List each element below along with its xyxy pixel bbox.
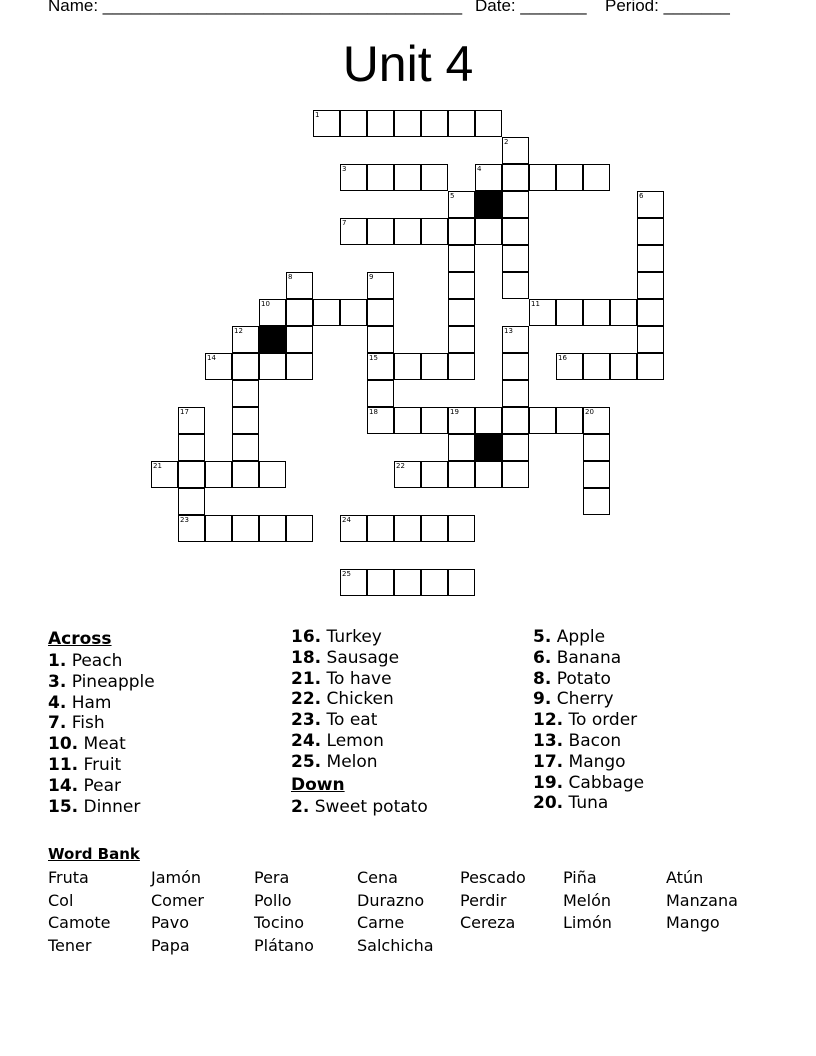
crossword-cell[interactable] — [178, 515, 205, 542]
crossword-cell[interactable] — [556, 164, 583, 191]
crossword-cell[interactable] — [178, 488, 205, 515]
clue-number: 8 — [288, 273, 293, 281]
crossword-cell[interactable] — [502, 407, 529, 434]
clue-number-label: 7. — [48, 713, 67, 734]
clue-number: 18 — [369, 408, 378, 416]
clue-number: 11 — [531, 300, 540, 308]
crossword-cell[interactable] — [637, 326, 664, 353]
crossword-cell[interactable] — [583, 488, 610, 515]
crossword-cell[interactable] — [421, 353, 448, 380]
clue-item — [533, 793, 644, 814]
clue-number: 9 — [369, 273, 374, 281]
crossword-cell[interactable] — [448, 407, 475, 434]
crossword-cell[interactable] — [502, 218, 529, 245]
crossword-cell[interactable] — [448, 245, 475, 272]
crossword-cell[interactable] — [313, 299, 340, 326]
crossword-cell[interactable] — [421, 110, 448, 137]
clue-text: Chicken — [321, 689, 394, 710]
crossword-cell[interactable] — [475, 164, 502, 191]
crossword-cell[interactable] — [583, 299, 610, 326]
crossword-cell[interactable] — [205, 353, 232, 380]
clue-item — [291, 797, 428, 818]
crossword-cell[interactable] — [259, 299, 286, 326]
black-square — [259, 326, 286, 353]
clue-number-label: 9. — [533, 689, 552, 710]
word-bank-word: Tener — [48, 936, 92, 955]
crossword-cell[interactable] — [583, 461, 610, 488]
clue-text: Dinner — [78, 796, 141, 817]
crossword-cell[interactable] — [367, 110, 394, 137]
clue-text: To have — [321, 668, 392, 689]
clue-item — [48, 693, 155, 714]
crossword-cell[interactable] — [367, 569, 394, 596]
black-square — [475, 434, 502, 461]
word-bank-word: Pavo — [151, 913, 189, 932]
crossword-cell[interactable] — [502, 434, 529, 461]
word-bank-word: Pescado — [460, 868, 526, 887]
clue-number-label: 22. — [291, 689, 322, 710]
crossword-cell[interactable] — [259, 353, 286, 380]
crossword-cell[interactable] — [529, 407, 556, 434]
clue-text: Potato — [551, 668, 611, 689]
clue-number-label: 17. — [533, 751, 564, 772]
word-bank-word: Manzana — [666, 891, 738, 910]
clue-number-label: 25. — [291, 751, 322, 772]
crossword-cell[interactable] — [475, 218, 502, 245]
clue-column-2 — [291, 627, 428, 817]
crossword-cell[interactable] — [367, 326, 394, 353]
crossword-cell[interactable] — [367, 218, 394, 245]
clue-item — [533, 710, 644, 731]
crossword-cell[interactable] — [259, 515, 286, 542]
clue-number: 14 — [207, 354, 216, 362]
clue-item — [533, 627, 644, 648]
word-bank-word: Fruta — [48, 868, 89, 887]
clue-number-label: 18. — [291, 647, 322, 668]
clue-item — [533, 731, 644, 752]
crossword-cell[interactable] — [178, 434, 205, 461]
clue-text: Cherry — [551, 689, 614, 710]
crossword-cell[interactable] — [394, 407, 421, 434]
word-bank-word: Cena — [357, 868, 398, 887]
clue-number: 15 — [369, 354, 378, 362]
crossword-cell[interactable] — [502, 380, 529, 407]
crossword-cell[interactable] — [286, 353, 313, 380]
crossword-cell[interactable] — [637, 299, 664, 326]
across-heading: Across — [48, 629, 112, 649]
word-bank-word: Atún — [666, 868, 704, 887]
crossword-cell[interactable] — [232, 515, 259, 542]
clue-item — [533, 773, 644, 794]
clue-number-label: 20. — [533, 793, 564, 814]
crossword-cell[interactable] — [502, 245, 529, 272]
crossword-cell[interactable] — [502, 326, 529, 353]
crossword-cell[interactable] — [232, 407, 259, 434]
crossword-cell[interactable] — [340, 569, 367, 596]
clue-number-label: 23. — [291, 710, 322, 731]
clue-item — [48, 713, 155, 734]
clue-number-label: 6. — [533, 647, 552, 668]
crossword-cell[interactable] — [421, 569, 448, 596]
clue-item — [291, 669, 428, 690]
crossword-cell[interactable] — [394, 515, 421, 542]
clue-column-1 — [48, 627, 155, 817]
crossword-cell[interactable] — [475, 407, 502, 434]
clue-text: To eat — [321, 710, 378, 731]
crossword-cell[interactable] — [421, 407, 448, 434]
crossword-cell[interactable] — [448, 110, 475, 137]
crossword-cell[interactable] — [556, 299, 583, 326]
clue-number-label: 2. — [291, 796, 310, 817]
crossword-cell[interactable] — [178, 461, 205, 488]
crossword-cell[interactable] — [232, 434, 259, 461]
crossword-cell[interactable] — [637, 191, 664, 218]
clue-text: Sausage — [321, 647, 400, 668]
clue-text: Fish — [66, 713, 105, 734]
clue-number: 12 — [234, 327, 243, 335]
word-bank-word: Papa — [151, 936, 190, 955]
student-info-header — [48, 0, 768, 20]
crossword-cell[interactable] — [529, 299, 556, 326]
clue-item — [48, 797, 155, 818]
clue-number-label: 3. — [48, 671, 67, 692]
crossword-cell[interactable] — [502, 272, 529, 299]
clue-number: 20 — [585, 408, 594, 416]
crossword-cell[interactable] — [367, 515, 394, 542]
crossword-cell[interactable] — [637, 272, 664, 299]
crossword-cell[interactable] — [367, 299, 394, 326]
crossword-cell[interactable] — [367, 407, 394, 434]
crossword-cell[interactable] — [421, 164, 448, 191]
clue-number: 16 — [558, 354, 567, 362]
crossword-cell[interactable] — [448, 218, 475, 245]
clue-text: Tuna — [563, 793, 609, 814]
crossword-cell[interactable] — [340, 110, 367, 137]
crossword-cell[interactable] — [340, 218, 367, 245]
crossword-cell[interactable] — [394, 218, 421, 245]
crossword-cell[interactable] — [394, 353, 421, 380]
crossword-cell[interactable] — [232, 461, 259, 488]
crossword-cell[interactable] — [448, 353, 475, 380]
word-bank-title: Word Bank — [48, 845, 140, 863]
crossword-cell[interactable] — [556, 407, 583, 434]
crossword-cell[interactable] — [394, 461, 421, 488]
clue-number: 21 — [153, 462, 162, 470]
clue-number: 3 — [342, 165, 347, 173]
clue-text: Fruit — [78, 754, 122, 775]
clue-item — [533, 669, 644, 690]
clue-item — [48, 755, 155, 776]
crossword-cell[interactable] — [475, 461, 502, 488]
clue-text: Turkey — [321, 627, 382, 647]
clue-number-label: 14. — [48, 775, 79, 796]
clue-column-3 — [533, 627, 644, 814]
clue-number-label: 16. — [291, 627, 322, 647]
word-bank-word: Cereza — [460, 913, 516, 932]
period-field[interactable]: Period: _______ — [605, 0, 730, 15]
word-bank-word: Col — [48, 891, 74, 910]
crossword-cell[interactable] — [475, 110, 502, 137]
crossword-cell[interactable] — [637, 218, 664, 245]
clue-number: 19 — [450, 408, 459, 416]
word-bank-word: Plátano — [254, 936, 314, 955]
clue-text: Pineapple — [66, 671, 155, 692]
clue-text: Apple — [551, 627, 606, 647]
crossword-cell[interactable] — [286, 272, 313, 299]
clue-item — [48, 651, 155, 672]
word-bank-word: Camote — [48, 913, 111, 932]
crossword-cell[interactable] — [637, 353, 664, 380]
crossword-cell[interactable] — [367, 164, 394, 191]
crossword-cell[interactable] — [448, 515, 475, 542]
clue-text: Melon — [321, 751, 378, 772]
clue-number-label: 10. — [48, 734, 79, 755]
clue-number-label: 24. — [291, 730, 322, 751]
word-bank-word: Pollo — [254, 891, 292, 910]
clue-number-label: 11. — [48, 754, 79, 775]
crossword-cell[interactable] — [421, 461, 448, 488]
clue-number-label: 5. — [533, 627, 552, 647]
word-bank-word: Perdir — [460, 891, 507, 910]
crossword-cell[interactable] — [232, 380, 259, 407]
word-bank-word: Salchicha — [357, 936, 434, 955]
clue-item — [533, 648, 644, 669]
clue-number: 6 — [639, 192, 644, 200]
word-bank-word: Tocino — [254, 913, 305, 932]
page-title: Unit 4 — [342, 36, 474, 92]
date-field[interactable]: Date: _______ — [475, 0, 587, 15]
crossword-cell[interactable] — [286, 326, 313, 353]
clue-text: Peach — [66, 651, 123, 671]
crossword-cell[interactable] — [421, 515, 448, 542]
clue-number-label: 4. — [48, 692, 67, 713]
crossword-cell[interactable] — [448, 272, 475, 299]
crossword-cell[interactable] — [502, 461, 529, 488]
crossword-cell[interactable] — [232, 326, 259, 353]
crossword-cell[interactable] — [286, 299, 313, 326]
crossword-cell[interactable] — [367, 353, 394, 380]
crossword-cell[interactable] — [232, 353, 259, 380]
crossword-cell[interactable] — [340, 515, 367, 542]
crossword-cell[interactable] — [502, 191, 529, 218]
word-bank-word: Piña — [563, 868, 597, 887]
word-bank-word: Comer — [151, 891, 204, 910]
clue-number: 24 — [342, 516, 351, 524]
clue-item — [533, 689, 644, 710]
crossword-cell[interactable] — [637, 245, 664, 272]
clue-number-label: 8. — [533, 668, 552, 689]
clue-item — [291, 731, 428, 752]
word-bank-word: Carne — [357, 913, 405, 932]
clue-text: To order — [563, 710, 638, 731]
clue-text: Meat — [78, 734, 126, 755]
clue-number-label: 19. — [533, 772, 564, 793]
crossword-cell[interactable] — [259, 461, 286, 488]
crossword-cell[interactable] — [583, 434, 610, 461]
crossword-cell[interactable] — [394, 164, 421, 191]
crossword-cell[interactable] — [583, 164, 610, 191]
crossword-cell[interactable] — [421, 218, 448, 245]
clue-number-label: 13. — [533, 730, 564, 751]
clue-number: 7 — [342, 219, 347, 227]
clue-text: Pear — [78, 775, 122, 796]
word-bank-word: Mango — [666, 913, 720, 932]
crossword-cell[interactable] — [394, 110, 421, 137]
crossword-cell[interactable] — [610, 353, 637, 380]
clue-item — [48, 776, 155, 797]
black-square — [475, 191, 502, 218]
clue-item — [533, 752, 644, 773]
crossword-cell[interactable] — [367, 380, 394, 407]
clue-number-label: 12. — [533, 710, 564, 731]
clue-text: Cabbage — [563, 772, 645, 793]
clue-number: 13 — [504, 327, 513, 335]
clue-number: 1 — [315, 111, 320, 119]
clue-number-label: 21. — [291, 668, 322, 689]
crossword-cell[interactable] — [205, 515, 232, 542]
clue-item — [291, 710, 428, 731]
clue-item — [291, 752, 428, 773]
clue-item — [291, 689, 428, 710]
clue-item — [48, 734, 155, 755]
clue-item — [291, 627, 428, 648]
clue-text: Banana — [551, 647, 622, 668]
clue-item — [291, 648, 428, 669]
word-bank-word: Durazno — [357, 891, 425, 910]
clue-number-label: 1. — [48, 651, 67, 671]
clue-number: 5 — [450, 192, 455, 200]
clue-number: 23 — [180, 516, 189, 524]
clue-text: Ham — [66, 692, 112, 713]
clue-number-label: 15. — [48, 796, 79, 817]
crossword-cell[interactable] — [448, 191, 475, 218]
clue-text: Mango — [563, 751, 626, 772]
crossword-cell[interactable] — [502, 353, 529, 380]
crossword-cell[interactable] — [448, 569, 475, 596]
clue-number: 2 — [504, 138, 509, 146]
clue-text: Bacon — [563, 730, 622, 751]
word-bank-word: Pera — [254, 868, 290, 887]
clue-number: 4 — [477, 165, 482, 173]
clue-item — [48, 672, 155, 693]
crossword-cell[interactable] — [286, 515, 313, 542]
crossword-cell[interactable] — [205, 461, 232, 488]
clue-number: 22 — [396, 462, 405, 470]
word-bank-word: Melón — [563, 891, 612, 910]
crossword-cell[interactable] — [610, 299, 637, 326]
crossword-cell[interactable] — [448, 434, 475, 461]
crossword-cell[interactable] — [529, 164, 556, 191]
down-heading: Down — [291, 774, 345, 795]
crossword-cell[interactable] — [151, 461, 178, 488]
clue-text: Lemon — [321, 730, 384, 751]
crossword-cell[interactable] — [367, 272, 394, 299]
crossword-cell[interactable] — [583, 407, 610, 434]
crossword-cell[interactable] — [556, 353, 583, 380]
crossword-cell[interactable] — [502, 164, 529, 191]
crossword-cell[interactable] — [448, 326, 475, 353]
word-bank-word: Limón — [563, 913, 612, 932]
crossword-cell[interactable] — [178, 407, 205, 434]
crossword-cell[interactable] — [340, 299, 367, 326]
clue-number: 17 — [180, 408, 189, 416]
clue-number: 25 — [342, 570, 351, 578]
crossword-cell[interactable] — [394, 569, 421, 596]
crossword-cell[interactable] — [448, 299, 475, 326]
crossword-cell[interactable] — [340, 164, 367, 191]
clue-text: Sweet potato — [309, 796, 428, 817]
crossword-cell[interactable] — [502, 137, 529, 164]
clue-number: 10 — [261, 300, 270, 308]
crossword-cell[interactable] — [448, 461, 475, 488]
word-bank-word: Jamón — [151, 868, 202, 887]
name-field[interactable]: Name: ______________________________________ — [48, 0, 463, 15]
crossword-cell[interactable] — [583, 353, 610, 380]
crossword-cell[interactable] — [313, 110, 340, 137]
